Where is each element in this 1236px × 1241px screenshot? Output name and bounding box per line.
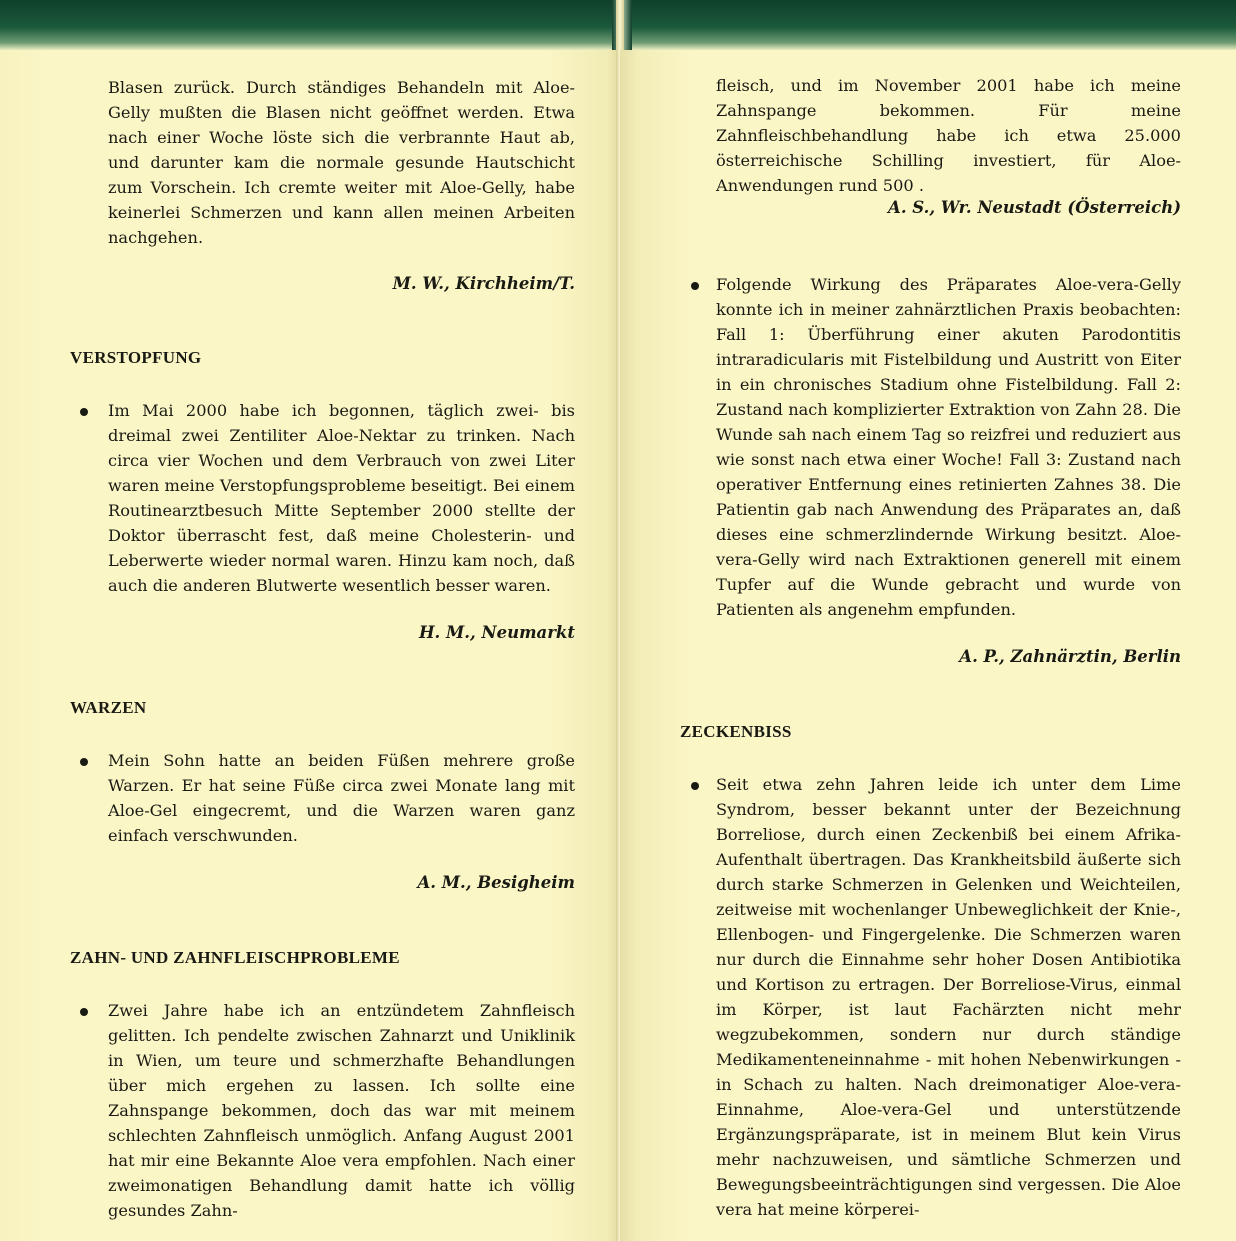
bullet-icon (80, 1008, 88, 1016)
section-heading: WARZEN (70, 698, 147, 717)
testimonial-item (70, 748, 575, 848)
left-page (0, 50, 620, 1241)
section-zahn (70, 948, 575, 968)
testimonial-item (716, 772, 1181, 1222)
left-continuation (70, 75, 575, 250)
testimonial-author: A. P., Zahnärztin, Berlin (959, 647, 1181, 666)
bullet-icon (80, 408, 88, 416)
testimonial-text: Im Mai 2000 habe ich begonnen, täglich zwei- bis dreimal zwei Zentiliter Aloe-Nektar zu trinken. Nach circa vier Wochen und dem Verbrauch von zwei Liter waren meine Verstopfungsprobleme beseitigt. Bei einem Routinearztbesuch Mitte September 2000 stellte der Doktor überrascht fest, daß meine Cholesterin- und Leberwerte wieder normal waren. Hinzu kam noch, daß auch die anderen Blutwerte wesentlich besser waren. (108, 401, 575, 595)
continuation-text: fleisch, und im November 2001 habe ich meine Zahnspange bekommen. Für meine Zahnfleischbehandlung habe ich etwa 25.000 österreichische Schilling investiert, für Aloe-Anwendungen rund 500 . (716, 76, 1181, 195)
bullet-icon (691, 782, 699, 790)
testimonial-text: Mein Sohn hatte an beiden Füßen mehrere große Warzen. Er hat seine Füße circa zwei Monate lang mit Aloe-Gel eingecremt, und die Warzen waren ganz einfach verschwunden. (108, 751, 575, 845)
section-zeckenbiss (680, 722, 1181, 742)
bullet-icon (80, 758, 88, 766)
testimonial-item (70, 398, 575, 598)
continuation-text: Blasen zurück. Durch ständiges Behandeln mit Aloe-Gelly mußten die Blasen nicht geöffnet werden. Etwa nach einer Woche löste sich die verbrannte Haut ab, und darunter kam die normale gesunde Hautschicht zum Vorschein. Ich cremte weiter mit Aloe-Gelly, habe keinerlei Schmerzen und kann allen meinen Arbeiten nachgehen. (108, 78, 575, 247)
bullet-icon (691, 282, 699, 290)
testimonial-author: M. W., Kirchheim/T. (392, 274, 575, 293)
section-heading: ZECKENBISS (680, 722, 792, 741)
testimonial-text: Folgende Wirkung des Präparates Aloe-vera-Gelly konnte ich in meiner zahnärztlichen Praxis beobachten: Fall 1: Überführung einer akuten Parodontitis intraradicularis mit Fistelbildung und Austritt von Eiter in ein chronisches Stadium ohne Fistelbildung. Fall 2: Zustand nach komplizierter Extraktion von Zahn 28. Die Wunde sah nach einem Tag so reizfrei und reduziert aus wie sonst nach etwa einer Woche! Fall 3: Zustand nach operativer Entfernung eines retinierten Zahnes 38. Die Patientin gab nach Anwendung des Präparates an, daß dieses eine schmerzlindernde Wirkung besitzt. Aloe-vera-Gelly wird nach Extraktionen generell mit einem Tupfer auf die Wunde gebracht und wurde von Patienten als angenehm empfunden. (716, 275, 1181, 619)
testimonial-text: Seit etwa zehn Jahren leide ich unter dem Lime Syndrom, besser bekannt unter der Bezeichnung Borreliose, durch einen Zeckenbiß bei einem Afrika-Aufenthalt übertragen. Das Krankheitsbild äußerte sich durch starke Schmerzen in Gelenken und Weichteilen, zeitweise mit wochenlanger Unbeweglichkeit der Knie-, Ellenbogen- und Fingergelenke. Die Schmerzen waren nur durch die Einnahme sehr hoher Dosen Antibiotika und Kortison zu ertragen. Der Borreliose-Virus, einmal im Körper, ist laut Fachärzten nicht mehr wegzubekommen, sondern nur durch ständige Medikamenteneinnahme - mit hohen Nebenwirkungen - in Schach zu halten. Nach dreimonatiger Aloe-vera-Einnahme, Aloe-vera-Gel und unterstützende Ergänzungspräparate, ist in meinem Blut kein Virus mehr nachzuweisen, und sämtliche Schmerzen und Bewegungsbeeinträchtigungen sind vergessen. Die Aloe vera hat meine körperei- (716, 775, 1181, 1219)
testimonial-item (70, 998, 575, 1223)
section-heading: VERSTOPFUNG (70, 348, 202, 367)
right-page (620, 50, 1236, 1241)
section-heading: ZAHN- UND ZAHNFLEISCHPROBLEME (70, 948, 400, 967)
testimonial-text: Zwei Jahre habe ich an entzündetem Zahnfleisch gelitten. Ich pendelte zwischen Zahnarzt und Uniklinik in Wien, um teure und schmerzhafte Behandlungen über mich ergehen zu lassen. Ich sollte eine Zahnspange bekommen, doch das war mit meinem schlechten Zahnfleisch unmöglich. Anfang August 2001 hat mir eine Bekannte Aloe vera empfohlen. Nach einer zweimonatigen Behandlung damit hatte ich völlig gesundes Zahn- (108, 1001, 575, 1220)
section-warzen (70, 698, 575, 718)
testimonial-author: H. M., Neumarkt (418, 623, 575, 642)
testimonial-author: A. M., Besigheim (417, 873, 575, 892)
section-verstopfung (70, 348, 575, 368)
testimonial-author: A. S., Wr. Neustadt (Österreich) (888, 198, 1181, 217)
testimonial-item (716, 272, 1181, 622)
